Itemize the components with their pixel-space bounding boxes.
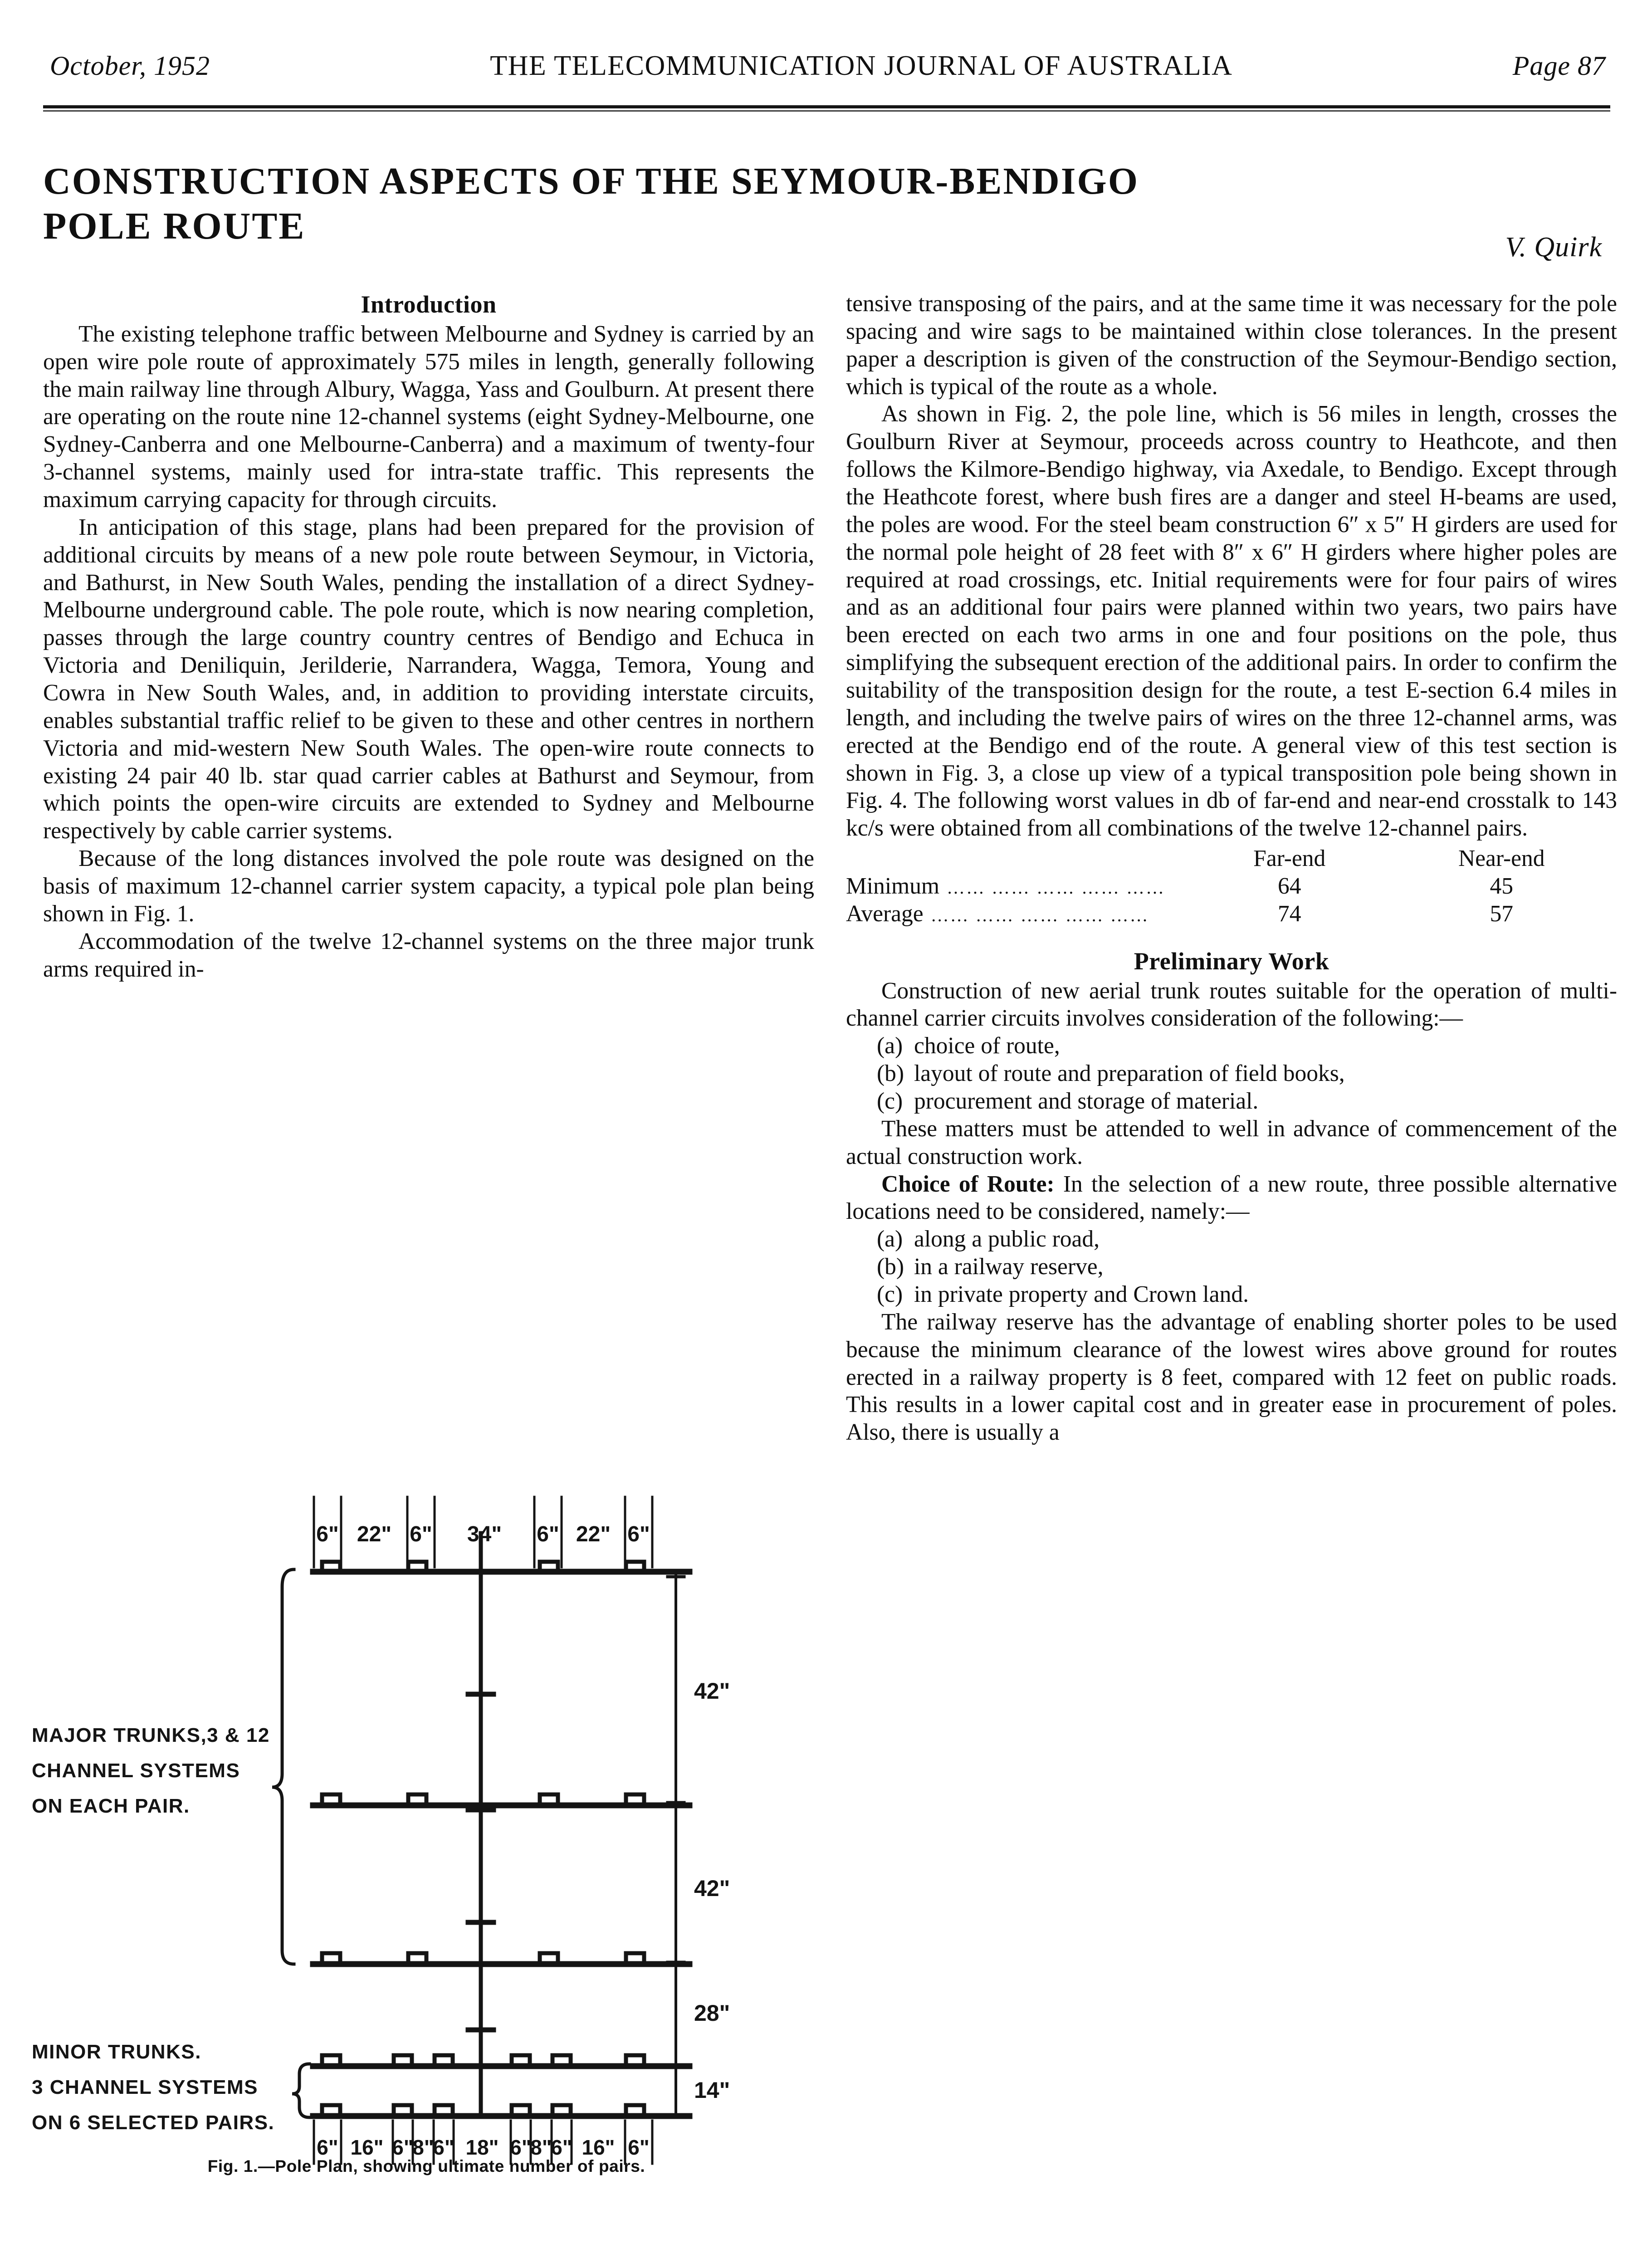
bottom-dim-7: 8" [530, 2136, 552, 2159]
bottom-dim-8: 6" [551, 2136, 572, 2159]
list-item [846, 1060, 1617, 1088]
minor-trunks-line-0: MINOR TRUNKS. [32, 2041, 201, 2063]
table-header-blank [846, 845, 1193, 873]
locations-list [846, 1226, 1617, 1309]
list-item [846, 1253, 1617, 1281]
list-item [846, 1281, 1617, 1309]
table-header-far-end: Far-end [1253, 846, 1326, 872]
brace-minor-trunks [292, 2064, 309, 2117]
row-leader-dots: …… …… …… …… …… [930, 904, 1149, 925]
left-paragraph-2: In anticipation of this stage, plans had been prepared for the provision of additional circuits by means of a new pole route between Seymour, in Victoria, and Bathurst, in New South Wales, pending the installation of a direct Sydney-Melbourne underground cable. The pole route, which is now nearing completion, passes through the large country country centres of Bendigo and Echuca in Victoria and Deniliquin, Jerilderie, Narrandera, Wagga, Temora, Young and Cowra in New South Wales, and, in addition to providing interstate circuits, enables substantial traffic relief to be given to these and other centres in northern Victoria and mid-western New South Wales. The open-wire route connects to existing 24 pair 40 lb. star quad carrier cables at Bathurst and Seymour, from which points the open-wire circuits are extended to Sydney and Melbourne respectively by cable carrier systems. [43, 514, 814, 844]
figure-1-pole-plan [27, 1488, 826, 2223]
left-paragraph-4: Accommodation of the twelve 12-channel systems on the three major trunk arms required in- [43, 928, 814, 982]
figure-1-caption: Fig. 1.—Pole Plan, showing ultimate number of pairs. [207, 2157, 645, 2175]
bottom-dimension-labels [317, 2136, 649, 2159]
top-dim-1: 22" [357, 1522, 392, 1546]
list-marker: (a) [877, 1033, 903, 1059]
list-item [846, 1226, 1617, 1253]
page-number: Page 87 [1512, 51, 1606, 81]
bottom-dim-0: 6" [317, 2136, 338, 2159]
journal-title: THE TELECOMMUNICATION JOURNAL OF AUSTRALIA [490, 50, 1233, 81]
row-label-average [846, 900, 1193, 928]
top-dim-6: 6" [627, 1522, 650, 1546]
vert-dim-1: 42" [694, 1876, 730, 1901]
bottom-dim-9: 16" [582, 2136, 615, 2159]
choice-of-route-text: In the selection of a new route, three possible alternative locations need to be considered, namely:— [846, 1171, 1618, 1225]
top-dimension-labels [316, 1522, 650, 1546]
table-row [846, 873, 1617, 900]
list-item [846, 1032, 1617, 1060]
list-item-text: along a public road, [914, 1226, 1100, 1252]
introduction-heading: Introduction [361, 291, 497, 318]
choice-of-route-paragraph [846, 1171, 1617, 1226]
preliminary-work-heading: Preliminary Work [1134, 947, 1329, 975]
left-column [43, 290, 814, 983]
row-average-near-end: 57 [1490, 900, 1513, 927]
brace-major-trunks [272, 1569, 294, 1964]
right-paragraph-2: As shown in Fig. 2, the pole line, which is 56 miles in length, crosses the Goulburn River at Seymour, proceeds across country to Heathcote, and then follows the Kilmore-Bendigo highway, via Axedale, to Bendigo. Except through the Heathcote forest, where bush fires are a danger and steel H-beams are used, the poles are wood. For the steel beam construction 6″ x 5″ H girders are used for the normal pole height of 28 feet with 8″ x 6″ H girders where higher poles are required at road crossings, etc. Initial requirements were for four pairs of wires and as an additional four pairs were planned within two years, two pairs have been erected on each two arms in one and four positions on the pole, thus simplifying the subsequent erection of the additional pairs. In order to confirm the suitability of the transposition design for the route, a test E-section 6.4 miles in length, and including the twelve pairs of wires on the three 12-channel arms, was erected at the Bendigo end of the route. A general view of this test section is shown in Fig. 3, a close up view of a typical transposition pole being shown in Fig. 4. The following worst values in db of far-end and near-end crosstalk to 143 kc/s were obtained from all combinations of the twelve 12-channel pairs. [846, 401, 1617, 841]
bottom-dim-1: 16" [350, 2136, 384, 2159]
crosstalk-table [846, 845, 1617, 928]
right-paragraph-4: These matters must be attended to well in advance of commencement of the actual construction work. [846, 1115, 1617, 1169]
table-header-row [846, 845, 1617, 873]
top-dim-3: 34" [467, 1522, 502, 1546]
choice-of-route-heading: Choice of Route: [881, 1171, 1055, 1197]
row-label-text: Minimum [846, 873, 940, 899]
major-trunks-line-1: CHANNEL SYSTEMS [32, 1760, 240, 1782]
article-title [43, 159, 1608, 249]
right-column [846, 290, 1617, 1447]
list-item-text: in a railway reserve, [914, 1254, 1104, 1280]
bottom-dim-6: 6" [510, 2136, 532, 2159]
list-marker: (b) [877, 1254, 904, 1280]
table-header-near-end: Near-end [1458, 846, 1545, 872]
row-minimum-near-end: 45 [1490, 873, 1513, 899]
row-leader-dots: …… …… …… …… …… [947, 877, 1166, 898]
list-item [846, 1088, 1617, 1115]
minor-trunks-line-1: 3 CHANNEL SYSTEMS [32, 2076, 258, 2098]
article-title-line1: CONSTRUCTION ASPECTS OF THE SEYMOUR-BENDIGO [43, 160, 1139, 202]
header-rule-secondary [43, 110, 1610, 112]
bottom-dim-3: 8" [412, 2136, 434, 2159]
top-dim-4: 6" [537, 1522, 559, 1546]
table-row [846, 900, 1617, 928]
vertical-dimension-labels [694, 1678, 730, 2103]
top-dim-5: 22" [576, 1522, 611, 1546]
running-head [50, 50, 1606, 82]
label-minor-trunks [32, 2041, 274, 2134]
vert-dim-2: 28" [694, 2000, 730, 2026]
vert-dim-0: 42" [694, 1678, 730, 1704]
list-item-text: procurement and storage of material. [914, 1088, 1259, 1114]
list-item-text: choice of route, [914, 1033, 1060, 1059]
top-dim-2: 6" [410, 1522, 432, 1546]
top-dim-0: 6" [316, 1522, 339, 1546]
pole-plan-drawing [27, 1488, 826, 2168]
list-marker: (c) [877, 1281, 903, 1308]
list-marker: (b) [877, 1061, 904, 1087]
bottom-dim-4: 6" [433, 2136, 455, 2159]
issue-date: October, 1952 [50, 51, 210, 81]
row-average-far-end: 74 [1278, 900, 1301, 927]
row-label-minimum [846, 873, 1193, 900]
article-title-line2: POLE ROUTE [43, 205, 306, 248]
label-major-trunks [32, 1724, 270, 1817]
vert-dim-3: 14" [694, 2077, 730, 2103]
major-trunks-line-0: MAJOR TRUNKS,3 & 12 [32, 1724, 270, 1746]
left-paragraph-3: Because of the long distances involved the pole route was designed on the basis of maximum 12-channel carrier system capacity, a typical pole plan being shown in Fig. 1. [43, 846, 814, 927]
row-label-text: Average [846, 900, 924, 927]
bottom-dim-2: 6" [392, 2136, 414, 2159]
right-paragraph-6: The railway reserve has the advantage of enabling shorter poles to be used because the minimum clearance of the lowest wires above ground for routes erected in a railway property is 8 feet, compared with 12 feet on public roads. This results in a lower capital cost and in greater ease in procurement of poles. Also, there is usually a [846, 1309, 1617, 1446]
row-minimum-far-end: 64 [1278, 873, 1301, 899]
list-marker: (c) [877, 1088, 903, 1114]
bottom-dim-5: 18" [465, 2136, 499, 2159]
list-item-text: in private property and Crown land. [914, 1281, 1249, 1308]
minor-trunks-line-2: ON 6 SELECTED PAIRS. [32, 2112, 275, 2134]
considerations-list [846, 1032, 1617, 1115]
header-rule [43, 105, 1610, 108]
left-paragraph-1: The existing telephone traffic between Melbourne and Sydney is carried by an open wire pole route of approximately 575 miles in length, generally following the main railway line through Albury, Wagga, Yass and Goulburn. At present there are operating on the route nine 12-channel systems (eight Sydney-Melbourne, one Sydney-Canberra and one Melbourne-Canberra) and a maximum of twenty-four 3-channel systems, mainly used for intra-state traffic. This represents the maximum carrying capacity for through circuits. [43, 321, 814, 513]
list-item-text: layout of route and preparation of field books, [914, 1061, 1345, 1087]
article-author: V. Quirk [1505, 232, 1602, 263]
bottom-dim-10: 6" [628, 2136, 650, 2159]
right-paragraph-3: Construction of new aerial trunk routes suitable for the operation of multi-channel carrier circuits involves consideration of the following:— [846, 978, 1617, 1031]
list-marker: (a) [877, 1226, 903, 1252]
major-trunks-line-2: ON EACH PAIR. [32, 1795, 190, 1817]
right-paragraph-1: tensive transposing of the pairs, and at the same time it was necessary for the pole spacing and wire sags to be maintained within close tolerances. In the present paper a description is given of the construction of the Seymour-Bendigo section, which is typical of the route as a whole. [846, 291, 1617, 400]
